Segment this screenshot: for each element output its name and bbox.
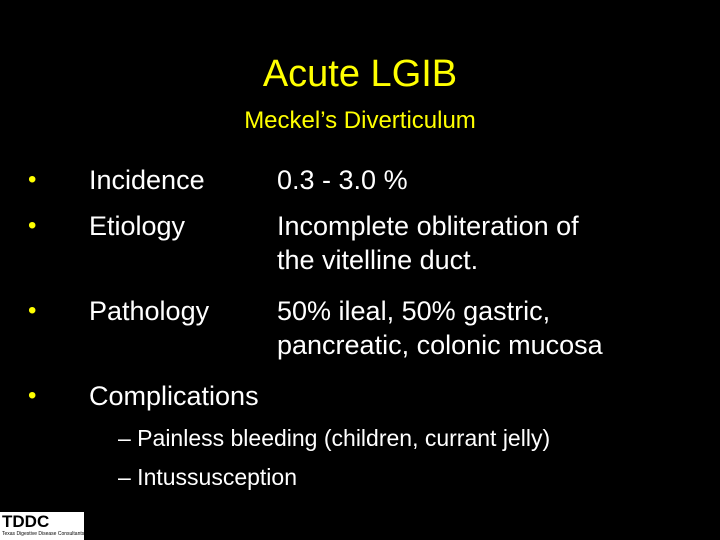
sub-bullet-intussusception: – Intussusception [118,464,298,490]
slide-subtitle: Meckel’s Diverticulum [244,107,476,134]
bullet-label: Pathology [89,296,210,326]
tddc-logo [0,512,84,540]
logo-subtext: Texas Digestive Disease Consultants [2,531,85,537]
bullet-value-line: 50% ileal, 50% gastric, [277,296,551,326]
slide-title: Acute LGIB [262,53,458,95]
bullet-dot: • [28,166,37,193]
bullet-label: Complications [89,381,259,411]
sub-bullet-painless-bleeding: – Painless bleeding (children, currant jelly) [118,425,551,451]
bullet-dot: • [28,212,37,239]
bullet-dot: • [28,297,37,324]
bullet-value-line: the vitelline duct. [277,245,479,275]
bullet-value [277,294,603,362]
bullet-label: Etiology [89,211,186,241]
bullet-label: Incidence [89,165,205,195]
bullet-value [277,163,408,197]
bullet-value-line: Incomplete obliteration of [277,211,579,241]
bullet-dot: • [28,382,37,409]
logo-text: TDDC [2,512,50,531]
bullet-value [277,209,579,277]
bullet-value-line: 0.3 - 3.0 % [277,165,408,195]
bullet-value-line: pancreatic, colonic mucosa [277,330,603,360]
